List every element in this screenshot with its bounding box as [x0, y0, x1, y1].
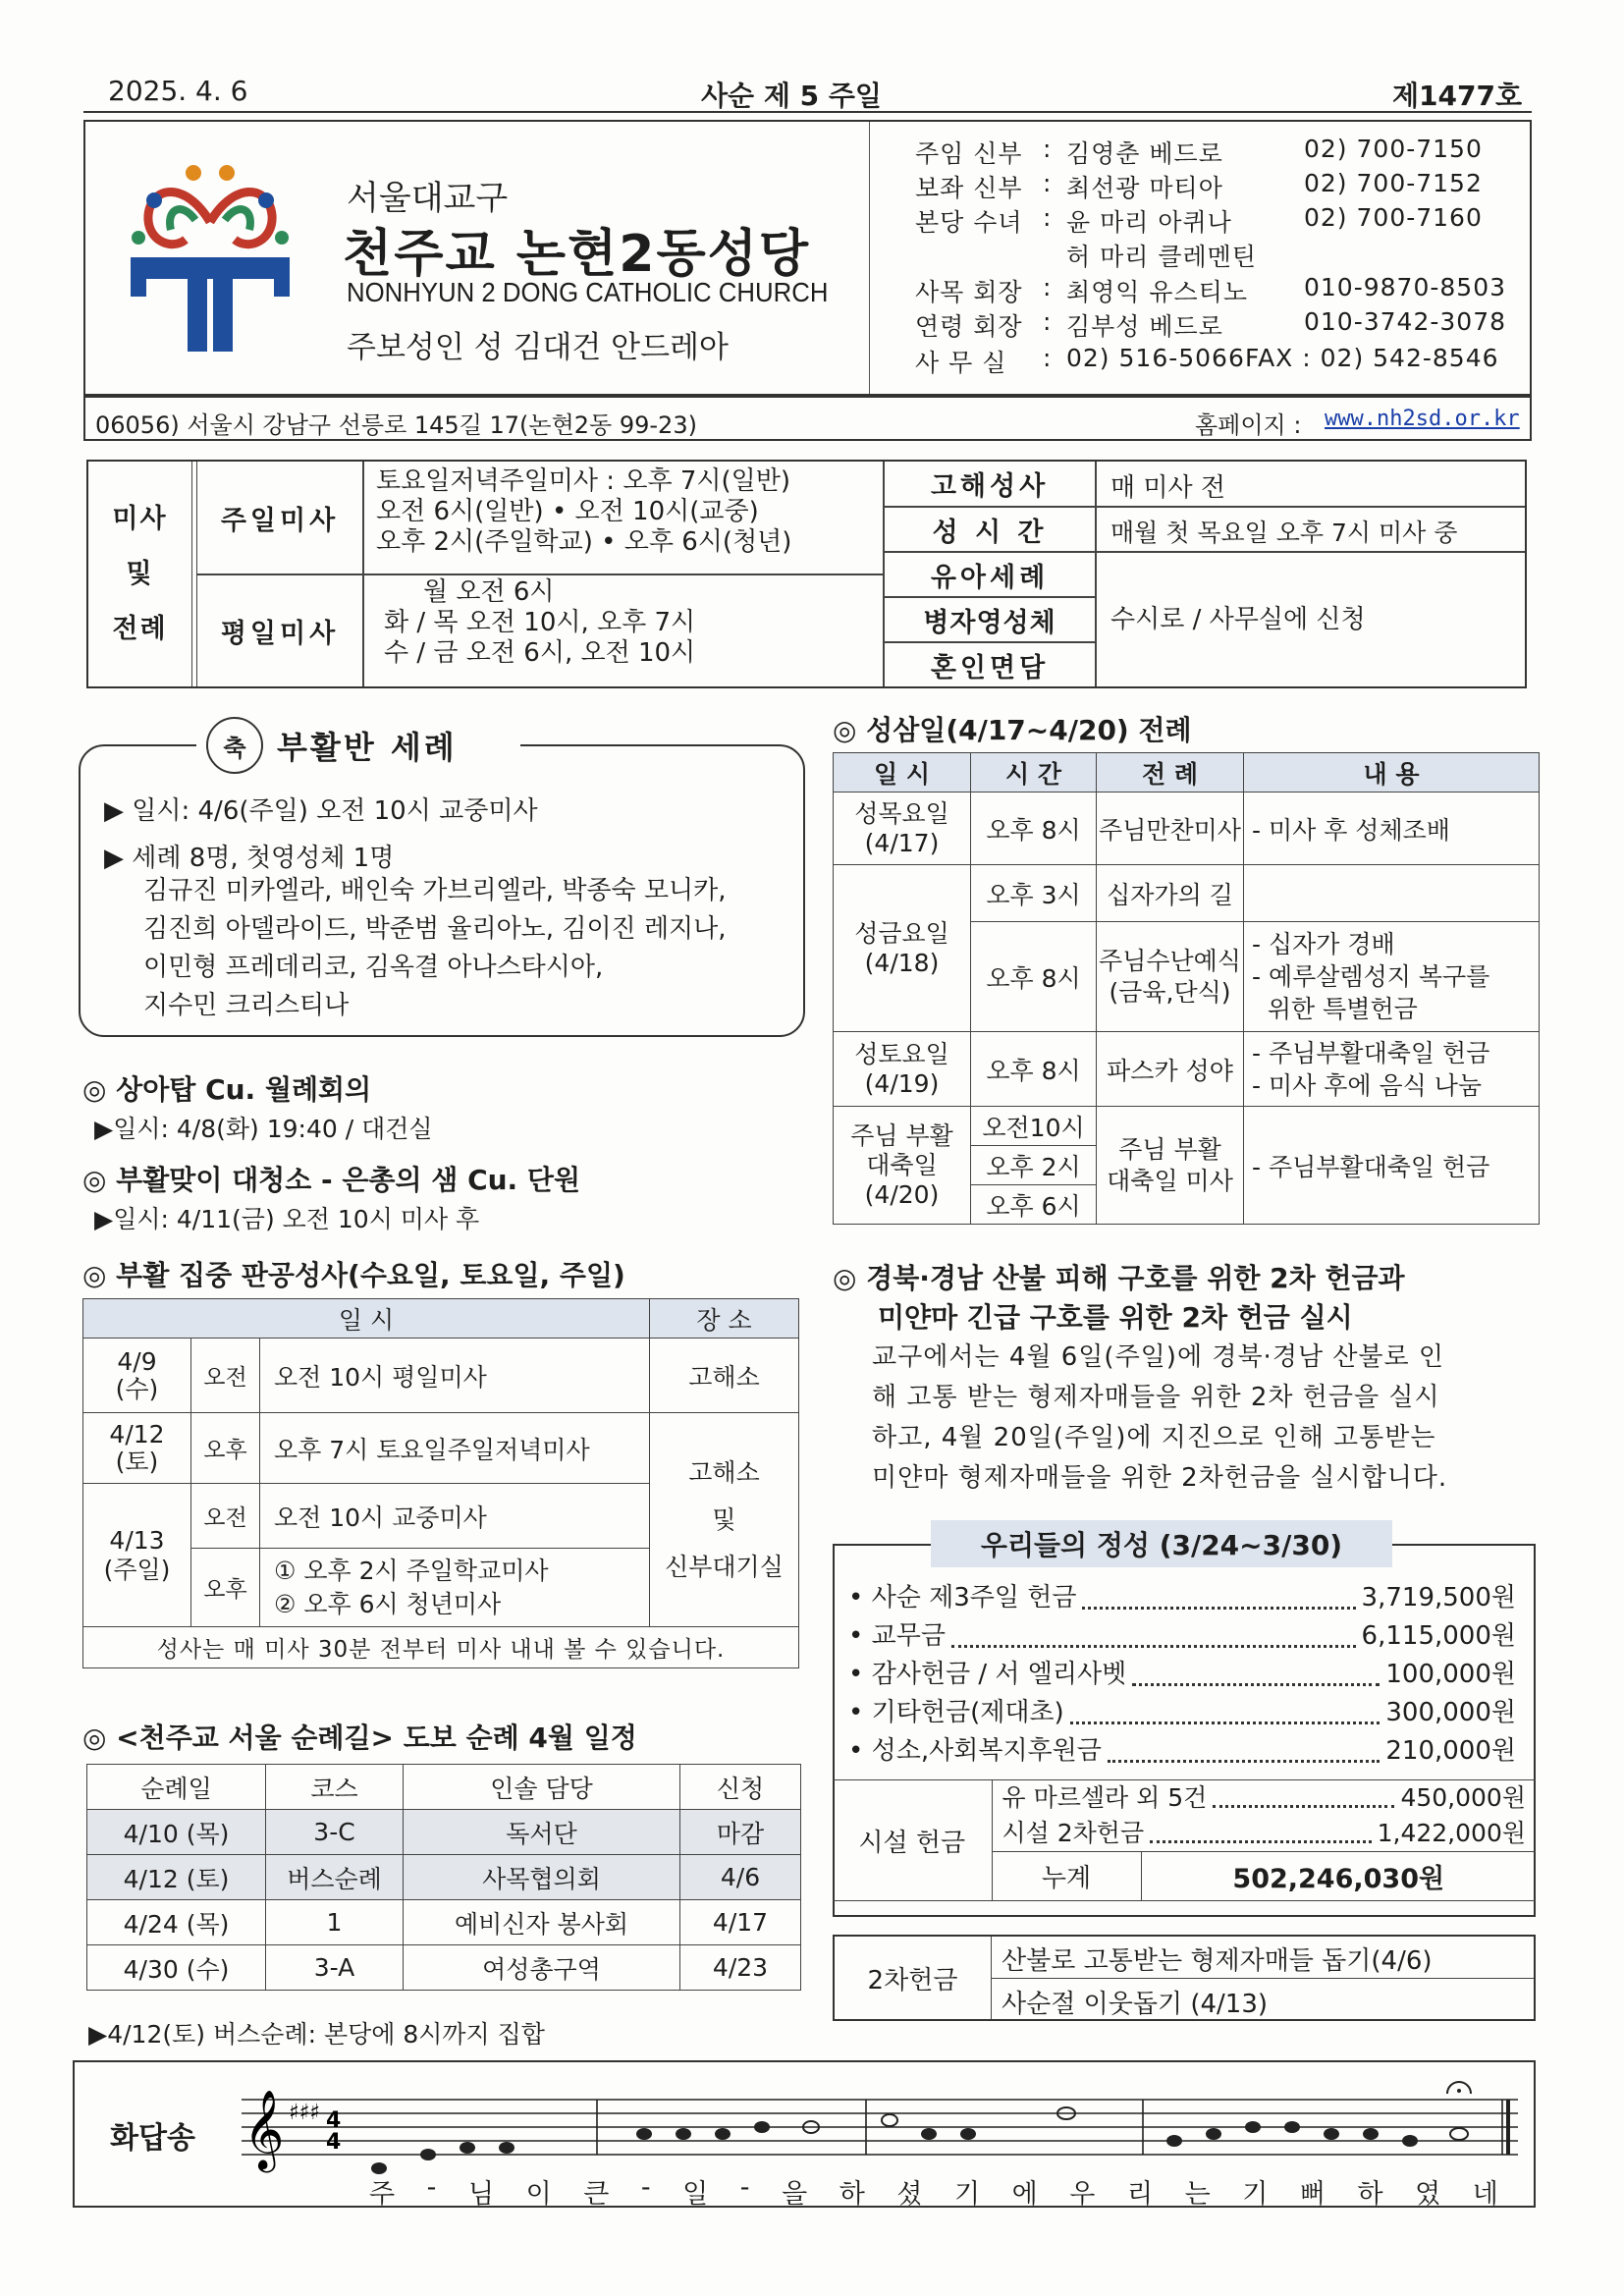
cleaning-title: ◎ 부활맞이 대청소 - 은총의 샘 Cu. 단원	[82, 1164, 581, 1196]
address-bar	[83, 396, 1532, 441]
pilgrimage-head: 코스	[266, 1765, 404, 1810]
pilgrimage-head: 인솔 담당	[404, 1765, 680, 1810]
psalm-box	[73, 2060, 1536, 2208]
table-row: 성금요일 (4/18) 오후 3시 십자가의 길	[834, 865, 1540, 922]
staff-role: 보좌 신부	[915, 174, 1023, 202]
meeting-title: ◎ 상아탑 Cu. 월례회의	[82, 1073, 372, 1106]
list-item: • 성소,사회복지후원금 210,000원	[848, 1732, 1516, 1771]
mass-schedule	[86, 460, 1527, 688]
total-amount: 502,246,030원	[1141, 1852, 1536, 1901]
archdiocese: 서울대교구	[347, 179, 509, 218]
staff-name: 허 마리 클레멘틴	[1066, 243, 1257, 271]
confession-ampm: 오후	[191, 1413, 260, 1484]
staff-phone: 02) 700-7160	[1304, 203, 1483, 232]
staff-phone: 010-9870-8503	[1304, 273, 1507, 301]
holy-hour-label: 성 시 간	[884, 507, 1096, 552]
marriage-interview-label: 혼인면담	[884, 642, 1096, 686]
church-name-en: NONHYUN 2 DONG CATHOLIC CHURCH	[347, 277, 829, 307]
svg-text:4: 4	[326, 2130, 342, 2155]
facility-table: 시설 헌금 유 마르셀라 외 5건 450,000원 시설 2차헌금 1,422,000원 누계 502,246,030원	[833, 1779, 1536, 1901]
holy-hour-time: 매월 첫 목요일 오후 7시 미사 중	[1096, 507, 1525, 552]
confession-date: 4/9 (수)	[83, 1339, 191, 1413]
confession-place: 고해소	[650, 1339, 799, 1413]
confession-mass: ① 오후 2시 주일학교미사 ② 오후 6시 청년미사	[260, 1549, 650, 1627]
staff-role: 본당 수녀	[915, 208, 1023, 237]
staff-name: 윤 마리 아퀴나	[1066, 208, 1232, 237]
confession-title: ◎ 부활 집중 판공성사(수요일, 토요일, 주일)	[82, 1259, 625, 1291]
collection-body: 교구에서는 4월 6일(주일)에 경북·경남 산불로 인 해 고통 받는 형제자매들을 위한 2차 헌금을 실시 하고, 4월 20일(주일)에 지진으로 인해 고통받는 미얀마 형제자매들을 위한 2차헌금을 실시합니다.	[872, 1342, 1448, 1493]
triduum-head: 일 시	[834, 753, 971, 793]
staff-name: 김부성 베드로	[1066, 312, 1223, 341]
triduum-head: 시 간	[971, 753, 1097, 793]
collection-title: ◎ 경북·경남 산불 피해 구호를 위한 2차 헌금과	[833, 1262, 1405, 1294]
facility-label: 시설 헌금	[833, 1780, 992, 1901]
svg-text:𝄞: 𝄞	[244, 2089, 285, 2169]
second-collection-item: 사순절 이웃돕기 (4/13)	[1001, 1990, 1269, 2019]
offering-title: 우리들의 정성 (3/24~3/30)	[931, 1520, 1392, 1567]
mass-section-label: 미사 및 전례	[88, 462, 192, 686]
table-row: 4/30 (수) 3-A 여성총구역 4/23	[87, 1945, 801, 1991]
list-item: • 교무금 6,115,000원	[848, 1617, 1516, 1656]
triduum-title: ◎ 성삼일(4/17~4/20) 전례	[833, 714, 1192, 746]
cleaning-detail: ▶일시: 4/11(금) 오전 10시 미사 후	[94, 1205, 480, 1233]
church-logo-icon	[127, 161, 294, 353]
staff-role: 주임 신부	[915, 139, 1023, 168]
pilgrimage-note: ▶4/12(토) 버스순례: 본당에 8시까지 집합	[88, 2020, 545, 2049]
psalm-lyrics: 주 - 님 이 큰 - 일 - 을 하 셨 기 에 우 리 는 기 뻐 하 였 네	[369, 2172, 1498, 2210]
confession-date: 4/13 (주일)	[83, 1484, 191, 1627]
baptism-title-area	[196, 720, 520, 771]
table-row: 오후 8시 주님수난예식 (금육,단식) - 십자가 경배 - 예루살렘성지 복구를 위한 특별헌금	[834, 922, 1540, 1032]
confession-ampm: 오전	[191, 1339, 260, 1413]
list-item: • 기타헌금(제대초) 300,000원	[848, 1694, 1516, 1732]
confession-time: 매 미사 전	[1096, 462, 1525, 507]
collection-title-2: 미얀마 긴급 구호를 위한 2차 헌금 실시	[878, 1301, 1353, 1334]
meeting-detail: ▶일시: 4/8(화) 19:40 / 대건실	[94, 1115, 433, 1143]
apply-note: 수시로 / 사무실에 신청	[1096, 552, 1525, 686]
staff-name: 김영춘 베드로	[1066, 139, 1223, 168]
baptism-title: 부활반 세례	[277, 729, 458, 766]
second-collection-box	[833, 1935, 1536, 2021]
second-collection-label: 2차헌금	[835, 1937, 992, 2019]
pilgrimage-title: ◎ <천주교 서울 순례길> 도보 순례 4월 일정	[82, 1722, 637, 1754]
infant-baptism-label: 유아세례	[884, 552, 1096, 597]
patron-saint: 주보성인 성 김대건 안드레아	[347, 330, 729, 365]
staff-phone: 010-3742-3078	[1304, 307, 1507, 336]
weekday-mass-times: 월 오전 6시 화 / 목 오전 10시, 오후 7시 수 / 금 오전 6시, 오전 10시	[363, 574, 884, 686]
staff-name: 최선광 마티아	[1066, 174, 1223, 202]
confession-place-2: 고해소 및 신부대기실	[650, 1413, 799, 1627]
psalm-label: 화답송	[110, 2121, 195, 2156]
svg-text:♯♯♯: ♯♯♯	[289, 2101, 320, 2125]
triduum-head: 내 용	[1244, 753, 1540, 793]
pilgrimage-head: 순례일	[87, 1765, 266, 1810]
confession-mass: 오후 7시 토요일주일저녁미사	[260, 1413, 650, 1484]
sunday-mass-times: 토요일저녁주일미사 : 오후 7시(일반) 오전 6시(일반) • 오전 10시(교중) 오후 2시(주일학교) • 오후 6시(청년)	[363, 462, 884, 574]
top-rule	[83, 111, 1532, 113]
laurel-badge-icon: 축	[206, 717, 263, 774]
table-row: 성목요일 (4/17) 오후 8시 주님만찬미사 - 미사 후 성체조배	[834, 793, 1540, 865]
baptism-date: ▶ 일시: 4/6(주일) 오전 10시 교중미사	[104, 796, 538, 826]
issue-number: 제1477호	[1392, 80, 1523, 112]
music-staff-icon	[242, 2080, 1528, 2178]
staff-phone: 02) 700-7152	[1304, 169, 1483, 197]
pilgrimage-table	[86, 1764, 801, 1991]
confession-ampm: 오후	[191, 1549, 260, 1627]
confession-mass: 오전 10시 교중미사	[260, 1484, 650, 1549]
office-label: 사 무 실	[915, 349, 1007, 377]
confession-head-date: 일 시	[83, 1299, 650, 1339]
office-phone: 02) 516-5066	[1066, 344, 1245, 372]
baptism-names: 김규진 미카엘라, 배인숙 가브리엘라, 박종숙 모니카, 김진희 아델라이드, 박준범 율리아노, 김이진 레지나, 이민형 프레데리코, 김옥결 아나스타시아, 지수민 크리스티나	[143, 876, 727, 1020]
staff-name: 최영익 유스티노	[1066, 278, 1248, 306]
triduum-table: 일 시 시 간 전 례 내 용 성목요일 (4/17) 오후 8시 주님만찬미사 - 미사 후 성체조배 성금요일 (4/18) 오후 3시 십자가의 길 오후 8시 주님수난예식 (금육,단식) - 십자가 경배 - 예루살렘성지 복구를 위한 특별헌금 성토요일 (4/19) 오후 8시 파스카 성야 - 주님부활대축일 헌금 - 미사 후에 음식 나눔 주님 부활 대축일 (4/20) 오전10시 주님 부활 대축일 미사 - 주님부활대축일 헌금 오후 2시 오후 6시	[833, 752, 1540, 1225]
confession-head-place: 장 소	[650, 1299, 799, 1339]
header-divider	[869, 122, 870, 394]
table-row: 4/12 (토) 버스순례 사목협의회 4/6	[87, 1855, 801, 1900]
table-row: 4/10 (목) 3-C 독서단 마감	[87, 1810, 801, 1855]
confession-date: 4/12 (토)	[83, 1413, 191, 1484]
triduum-head: 전 례	[1097, 753, 1244, 793]
sunday-mass-label: 주일미사	[196, 462, 363, 574]
offering-list	[848, 1579, 1516, 1771]
svg-text:4: 4	[326, 2108, 342, 2133]
address: 06056) 서울시 강남구 선릉로 145길 17(논현2동 99-23)	[95, 411, 697, 439]
liturgical-sunday: 사순 제 5 주일	[701, 80, 882, 112]
confession-table	[82, 1298, 799, 1668]
staff-role: 연령 회장	[915, 312, 1023, 341]
confession-label: 고해성사	[884, 462, 1096, 507]
confession-ampm: 오전	[191, 1484, 260, 1549]
staff-phone: 02) 700-7150	[1304, 135, 1483, 163]
second-collection-item: 산불로 고통받는 형제자매들 돕기(4/6)	[1001, 1946, 1433, 1976]
fax: FAX : 02) 542-8546	[1245, 344, 1499, 372]
confession-note: 성사는 매 미사 30분 전부터 미사 내내 볼 수 있습니다.	[83, 1627, 799, 1668]
baptism-count: ▶ 세례 8명, 첫영성체 1명	[104, 844, 395, 873]
staff-role: 사목 회장	[915, 278, 1023, 306]
homepage-label: 홈페이지 :	[1195, 411, 1302, 439]
table-row: 주님 부활 대축일 (4/20) 오전10시 주님 부활 대축일 미사 - 주님부활대축일 헌금	[834, 1107, 1540, 1146]
sick-communion-label: 병자영성체	[884, 597, 1096, 642]
pilgrimage-head: 신청	[680, 1765, 801, 1810]
church-name: 천주교 논현2동성당	[343, 225, 811, 284]
table-row: 4/24 (목) 1 예비신자 봉사회 4/17	[87, 1900, 801, 1945]
bulletin-date: 2025. 4. 6	[108, 75, 248, 107]
total-label: 누계	[992, 1852, 1141, 1901]
confession-mass: 오전 10시 평일미사	[260, 1339, 650, 1413]
table-row: 성토요일 (4/19) 오후 8시 파스카 성야 - 주님부활대축일 헌금 - 미사 후에 음식 나눔	[834, 1032, 1540, 1107]
list-item: • 사순 제3주일 헌금 3,719,500원	[848, 1579, 1516, 1617]
homepage-link[interactable]: www.nh2sd.or.kr	[1325, 407, 1520, 431]
list-item: • 감사헌금 / 서 엘리사벳 100,000원	[848, 1656, 1516, 1694]
weekday-mass-label: 평일미사	[196, 574, 363, 686]
